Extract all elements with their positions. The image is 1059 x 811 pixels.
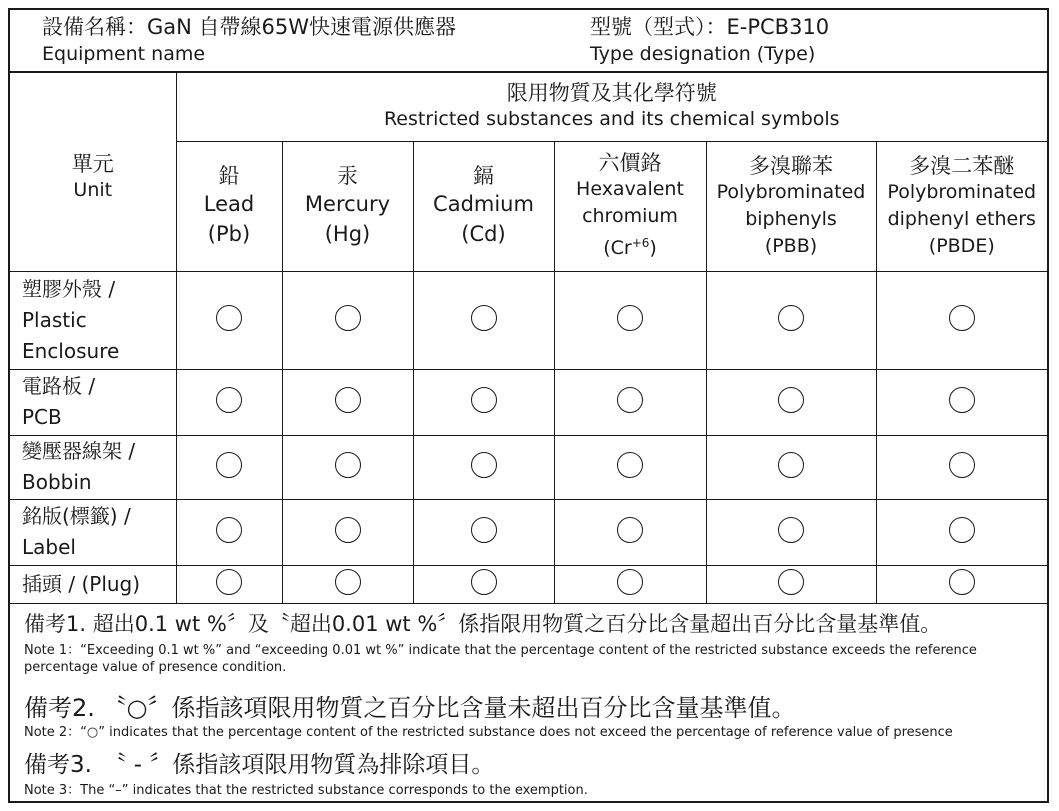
substance-en-2: biphenyls <box>745 207 837 230</box>
unit-label-zh: 銘版(標籤) / <box>22 504 131 528</box>
cell-compliant <box>554 271 706 369</box>
cell-compliant <box>176 499 282 565</box>
substance-en: Hexavalent <box>576 178 684 200</box>
table-row <box>10 369 1047 435</box>
type-designation-en: Type designation (Type) <box>590 43 816 65</box>
note3-en: Note 3：The “–” indicates that the restricted substance corresponds to the exemption. <box>24 783 588 798</box>
circle-icon <box>617 387 643 413</box>
table-header-row <box>10 73 1047 141</box>
unit-label-en: Plastic <box>22 307 87 332</box>
restricted-zh: 限用物質及其化學符號 <box>506 81 717 106</box>
substance-en-2: diphenyl ethers <box>887 207 1036 230</box>
unit-label-zh: 塑膠外殼 / <box>22 276 116 301</box>
substance-symbol <box>555 230 706 262</box>
circle-icon <box>216 387 242 413</box>
circle-icon <box>471 517 497 543</box>
table-row <box>10 499 1047 565</box>
circle-icon <box>778 387 804 413</box>
cell-compliant <box>706 271 876 369</box>
cell-compliant <box>876 369 1047 435</box>
unit-plug <box>10 565 176 603</box>
circle-icon <box>471 452 497 478</box>
circle-icon <box>335 569 361 595</box>
unit-label-en: PCB <box>22 405 62 429</box>
substance-en-2: chromium <box>582 205 678 227</box>
cell-compliant <box>282 565 413 603</box>
cell-compliant <box>554 499 706 565</box>
cell-compliant <box>554 369 706 435</box>
cell-compliant <box>706 369 876 435</box>
circle-icon <box>471 569 497 595</box>
circle-icon <box>216 569 242 595</box>
equipment-name-en: Equipment name <box>42 43 206 65</box>
circle-icon <box>335 452 361 478</box>
cell-compliant <box>706 435 876 499</box>
substance-en: Lead <box>203 192 255 216</box>
symbol-end: ) <box>649 237 657 259</box>
substance-zh: 多溴聯苯 <box>749 153 833 178</box>
equipment-name <box>42 14 456 68</box>
unit-header <box>10 73 176 271</box>
unit-label-en: Label <box>22 535 76 559</box>
circle-icon <box>617 517 643 543</box>
restricted-en: Restricted substances and its chemical symbols <box>383 108 840 131</box>
circle-icon <box>216 305 242 331</box>
cell-compliant <box>413 499 554 565</box>
circle-icon <box>471 305 497 331</box>
cell-compliant <box>876 565 1047 603</box>
unit-label-zh: 變壓器線架 / <box>22 439 136 463</box>
circle-icon <box>617 452 643 478</box>
note1-en: Note 1：“Exceeding 0.1 wt %” and “exceeding 0.01 wt %” indicate that the percentage content of the restricted substance exceeds the reference percentage value of presence condition. <box>24 643 977 675</box>
cell-compliant <box>706 565 876 603</box>
substance-zh: 六價鉻 <box>598 151 662 175</box>
unit-en: Unit <box>73 179 113 201</box>
cell-compliant <box>413 435 554 499</box>
unit-label-en: Bobbin <box>22 470 92 494</box>
substance-cadmium <box>413 141 554 271</box>
symbol-base: (Cr <box>603 237 632 259</box>
circle-icon <box>949 387 975 413</box>
circle-icon <box>949 517 975 543</box>
circle-icon <box>778 569 804 595</box>
cell-compliant <box>413 565 554 603</box>
substance-en: Polybrominated <box>716 180 866 203</box>
circle-icon <box>335 305 361 331</box>
circle-icon <box>471 387 497 413</box>
unit-label: 插頭 / (Plug) <box>22 571 141 596</box>
cell-compliant <box>282 499 413 565</box>
substance-en: Polybrominated <box>887 180 1037 203</box>
unit-label <box>10 499 176 565</box>
header <box>10 10 1047 73</box>
substance-zh: 多溴二苯醚 <box>909 153 1015 178</box>
substance-en: Mercury <box>304 192 391 216</box>
note3-zh: 備考3. 〝 - 〞係指該項限用物質為排除項目。 <box>24 752 495 778</box>
circle-icon <box>778 517 804 543</box>
substance-symbol: (Cd) <box>461 222 506 246</box>
substance-hexavalent-chromium <box>554 141 706 271</box>
equipment-name-zh: 設備名稱：GaN 自帶線65W快速電源供應器 <box>42 15 457 39</box>
restricted-substances-table <box>10 73 1047 604</box>
cell-compliant <box>176 435 282 499</box>
cell-compliant <box>554 565 706 603</box>
substance-zh: 鉛 <box>218 164 240 188</box>
circle-icon <box>216 517 242 543</box>
cell-compliant <box>413 271 554 369</box>
circle-icon <box>617 569 643 595</box>
substance-symbol: (PBDE) <box>928 234 995 257</box>
oxidation-state: +6 <box>631 236 650 250</box>
type-designation-zh: 型號（型式）：E-PCB310 <box>590 15 830 39</box>
cell-compliant <box>176 369 282 435</box>
cell-compliant <box>282 369 413 435</box>
table-row <box>10 271 1047 369</box>
circle-icon <box>335 387 361 413</box>
unit-bobbin <box>10 435 176 499</box>
table-row <box>10 565 1047 603</box>
unit-plastic-enclosure <box>10 271 176 369</box>
substance-en: Cadmium <box>433 192 534 216</box>
cell-compliant <box>176 271 282 369</box>
cell-compliant <box>876 271 1047 369</box>
substance-symbol: (Hg) <box>324 222 371 246</box>
circle-icon <box>216 452 242 478</box>
unit-label-zh: 電路板 / <box>22 374 96 398</box>
substance-mercury <box>282 141 413 271</box>
cell-compliant <box>282 271 413 369</box>
cell-compliant <box>413 369 554 435</box>
cell-compliant <box>706 499 876 565</box>
circle-icon <box>335 517 361 543</box>
note2-zh: 備考2. 〝○〞係指該項限用物質之百分比含量未超出百分比含量基準值。 <box>24 694 796 722</box>
note2-en: Note 2：“○” indicates that the percentage content of the restricted substance does not exceed the percentage of reference value of presence <box>24 725 953 740</box>
substance-symbol: (Pb) <box>207 222 251 246</box>
circle-icon <box>778 452 804 478</box>
substance-zh: 鎘 <box>473 164 494 188</box>
rohs-declaration-sheet <box>8 8 1049 803</box>
note1-zh: 備考1. 超出0.1 wt %〞及〝超出0.01 wt %〞係指限用物質之百分比含量超出百分比含量基準值。 <box>24 612 942 636</box>
circle-icon <box>949 452 975 478</box>
circle-icon <box>778 305 804 331</box>
cell-compliant <box>282 435 413 499</box>
unit-label-en-2: Enclosure <box>22 338 120 363</box>
cell-compliant <box>554 435 706 499</box>
substance-lead <box>176 141 282 271</box>
circle-icon <box>949 305 975 331</box>
circle-icon <box>949 569 975 595</box>
substance-zh: 汞 <box>337 164 358 188</box>
type-designation <box>590 14 829 68</box>
substance-symbol: (PBB) <box>764 234 818 257</box>
substance-pbde <box>876 141 1047 271</box>
restricted-header <box>176 73 1047 141</box>
cell-compliant <box>876 435 1047 499</box>
table-row <box>10 435 1047 499</box>
unit-zh: 單元 <box>71 152 114 176</box>
cell-compliant <box>176 565 282 603</box>
circle-icon <box>617 305 643 331</box>
substance-pbb <box>706 141 876 271</box>
unit-pcb <box>10 369 176 435</box>
cell-compliant <box>876 499 1047 565</box>
